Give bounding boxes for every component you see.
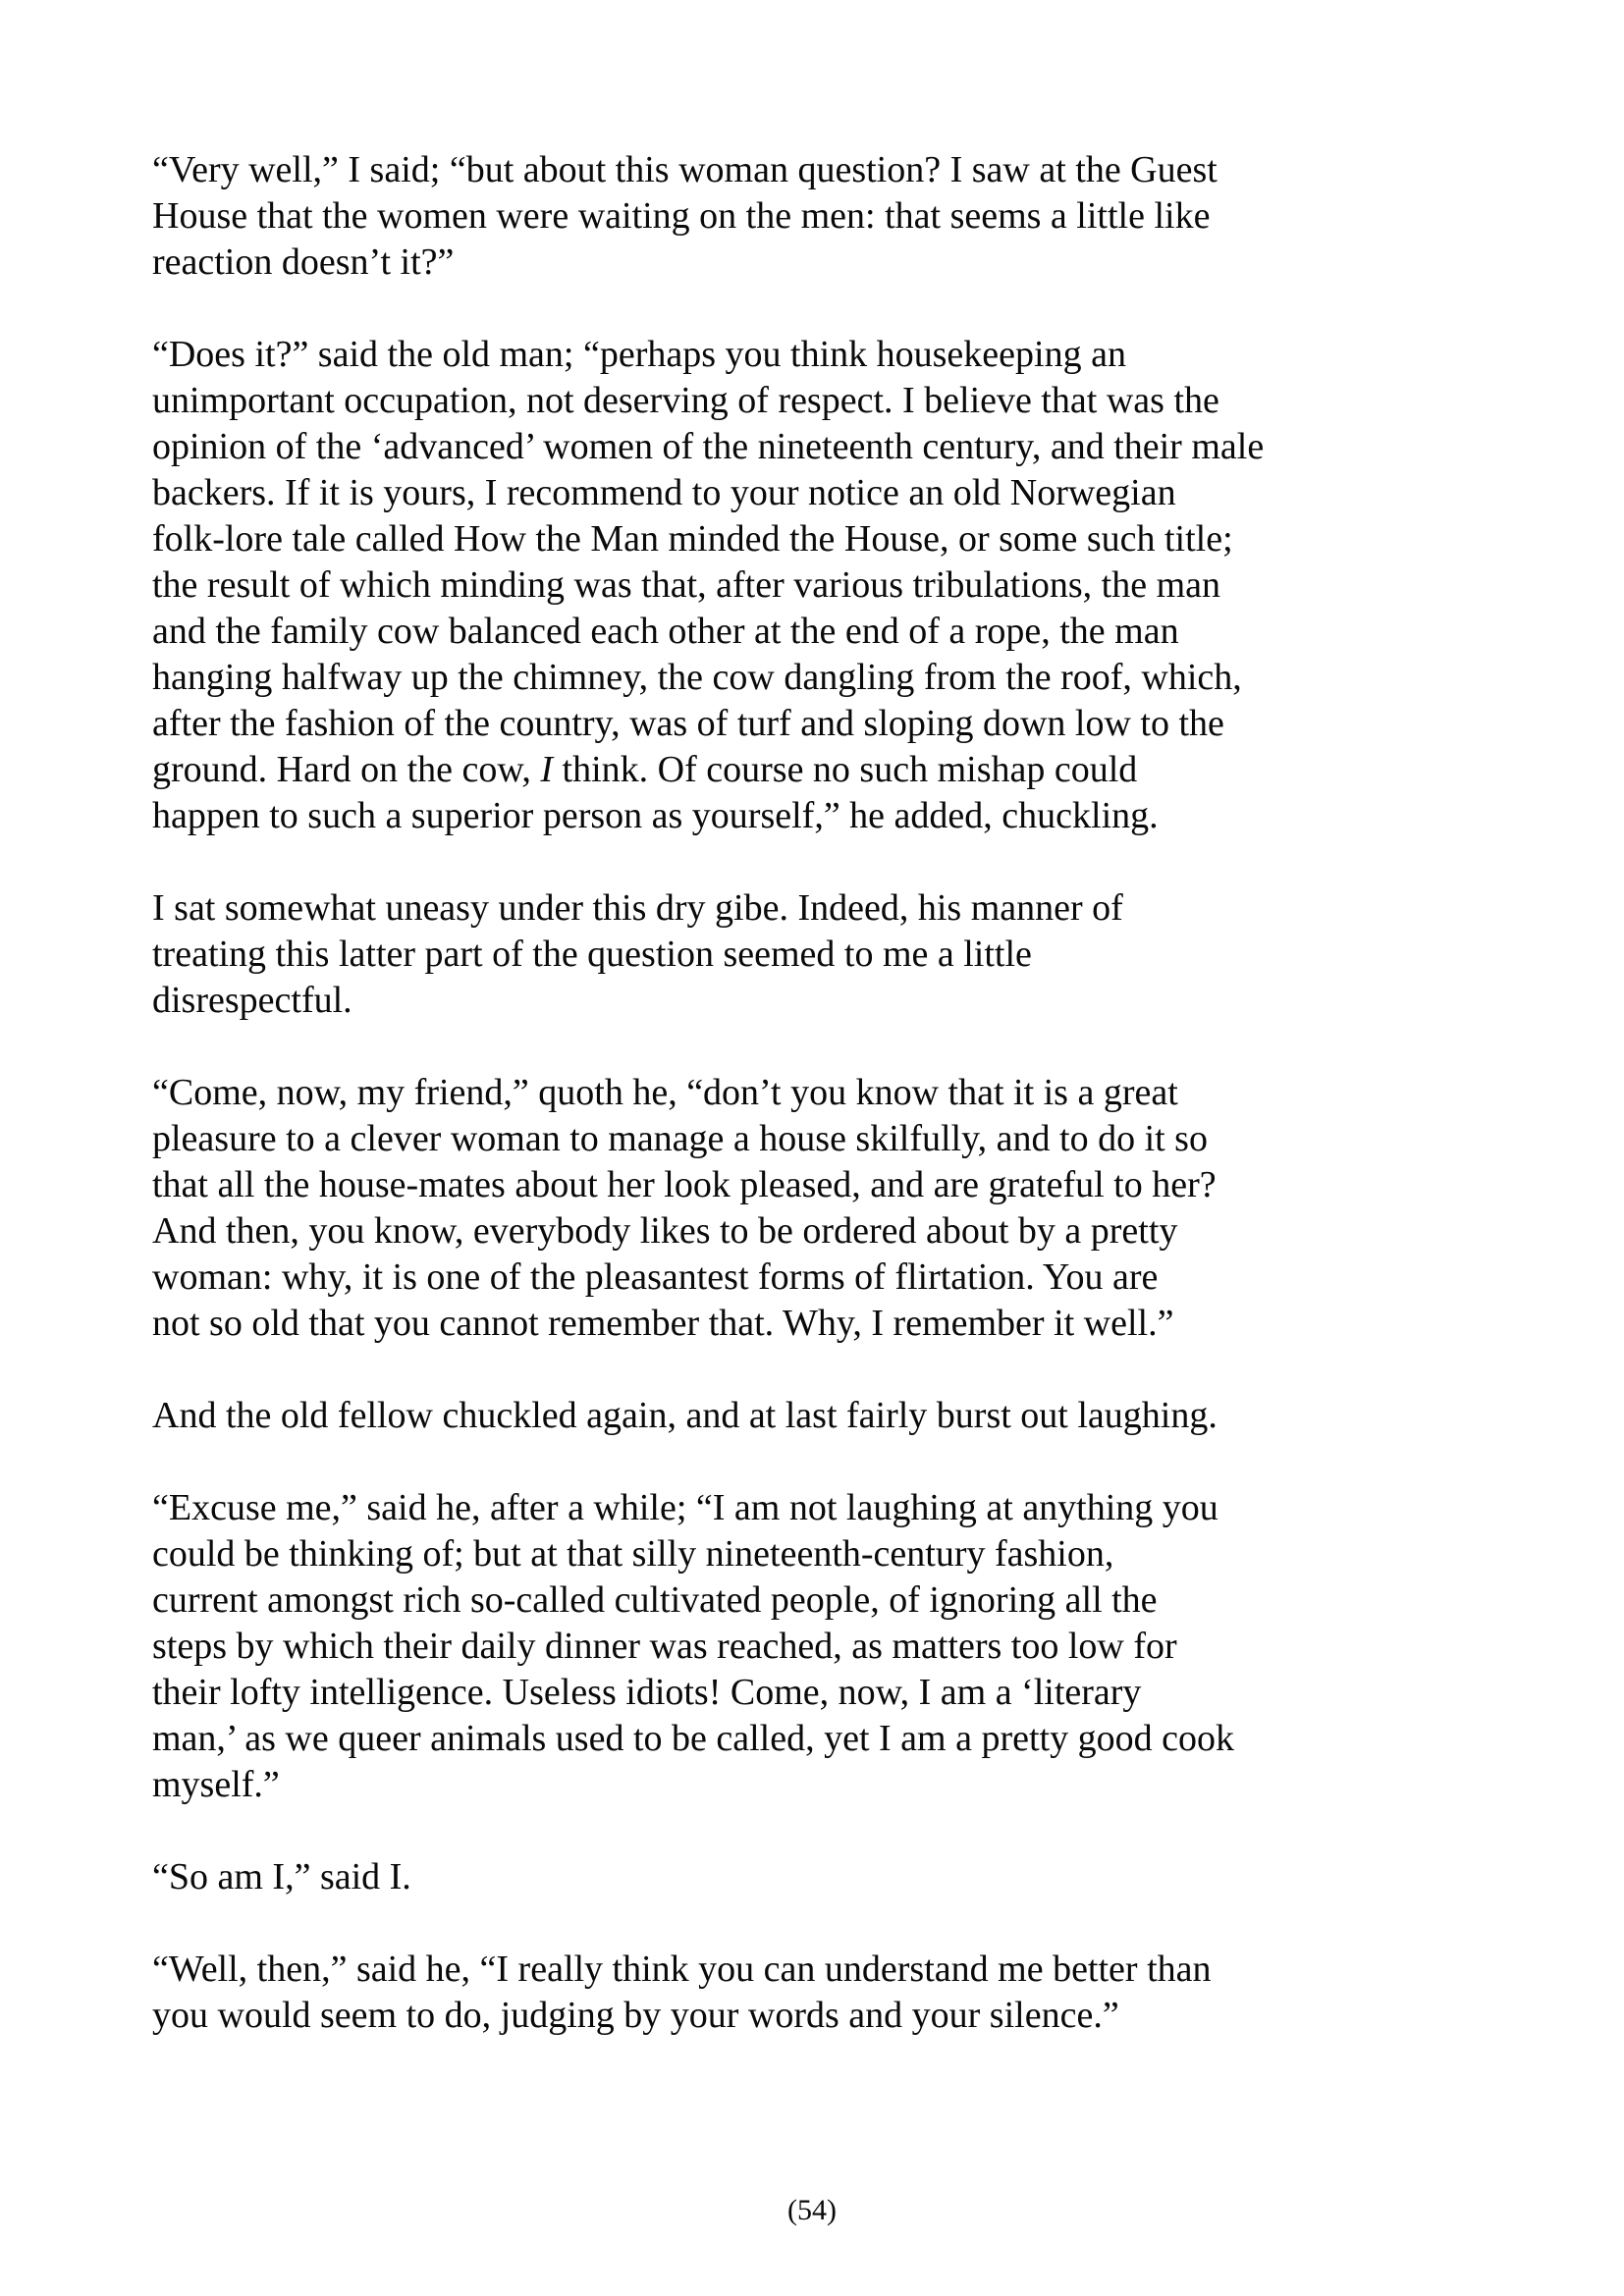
text-line: “Very well,” I said; “but about this woman question? I saw at the Guest [152,149,1218,190]
page-number: (54) [787,2194,837,2226]
text-line: unimportant occupation, not deserving of respect. I believe that was the [152,380,1219,421]
text-line: could be thinking of; but at that silly nineteenth-century fashion, [152,1533,1114,1575]
text-line: backers. If it is yours, I recommend to your notice an old Norwegian [152,472,1176,513]
text-line: you would seem to do, judging by your words and your silence.” [152,1995,1119,2036]
paragraph-2 [152,332,1527,839]
text-line: happen to such a superior person as yourself,” he added, chuckling. [152,795,1159,836]
text-line: “Come, now, my friend,” quoth he, “don’t you know that it is a great [152,1072,1178,1113]
paragraph-4 [152,1070,1527,1347]
text-line: that all the house-mates about her look pleased, and are grateful to her? [152,1164,1217,1205]
text-line: woman: why, it is one of the pleasantest forms of flirtation. You are [152,1256,1159,1298]
text-line: their lofty intelligence. Useless idiots! Come, now, I am a ‘literary [152,1672,1142,1713]
paragraph-6 [152,1485,1527,1808]
text-line: man,’ as we queer animals used to be called, yet I am a pretty good cook [152,1718,1234,1759]
text-line: the result of which minding was that, after various tribulations, the man [152,564,1221,606]
text-line: opinion of the ‘advanced’ women of the nineteenth century, and their male [152,426,1265,467]
text-line: current amongst rich so-called cultivated people, of ignoring all the [152,1579,1158,1621]
paragraph-5 [152,1393,1527,1439]
italic-word: I [540,749,554,790]
text-line: I sat somewhat uneasy under this dry gibe. Indeed, his manner of [152,887,1123,929]
page-body [152,147,1527,2085]
text-line: House that the women were waiting on the men: that seems a little like [152,195,1211,237]
text-line: not so old that you cannot remember that. Why, I remember it well.” [152,1303,1174,1344]
text-line: steps by which their daily dinner was reached, as matters too low for [152,1626,1177,1667]
text-line: myself.” [152,1764,280,1805]
text-line: “Does it?” said the old man; “perhaps you think housekeeping an [152,334,1126,375]
text-line: and the family cow balanced each other at the end of a rope, the man [152,611,1179,652]
text-line: reaction doesn’t it?” [152,241,455,283]
text-line: folk-lore tale called How the Man minded the House, or some such title; [152,518,1233,560]
paragraph-8 [152,1947,1527,2039]
paragraph-7 [152,1854,1527,1900]
text-line: And the old fellow chuckled again, and at last fairly burst out laughing. [152,1395,1218,1436]
paragraph-3 [152,885,1527,1024]
text-line: “Well, then,” said he, “I really think you can understand me better than [152,1949,1212,1990]
text-line: “Excuse me,” said he, after a while; “I am not laughing at anything you [152,1487,1218,1528]
text-line: hanging halfway up the chimney, the cow dangling from the roof, which, [152,657,1242,698]
text-segment: ground. Hard on the cow, [152,749,541,790]
page-footer [0,2193,1624,2228]
text-segment: think. Of course no such mishap could [553,749,1138,790]
text-line: “So am I,” said I. [152,1856,411,1897]
text-line: pleasure to a clever woman to manage a house skilfully, and to do it so [152,1118,1208,1159]
text-line: after the fashion of the country, was of turf and sloping down low to the [152,703,1224,744]
text-line: treating this latter part of the question seemed to me a little [152,934,1032,975]
text-line: And then, you know, everybody likes to be ordered about by a pretty [152,1210,1178,1252]
paragraph-1 [152,147,1527,286]
text-line-with-italic [152,747,1527,793]
text-line: disrespectful. [152,980,352,1021]
